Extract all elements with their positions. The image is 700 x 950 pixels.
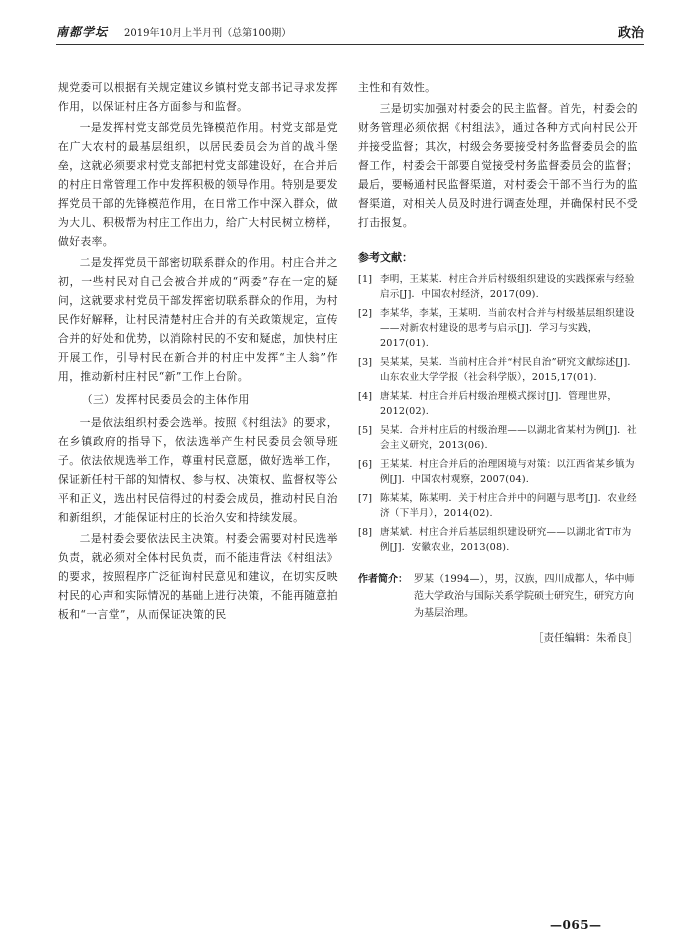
body-paragraph: 一是发挥村党支部党员先锋模范作用。村党支部是党在广大农村的最基层组织，以居民委员会为首的战斗堡垒，这就必须要求村党支部把村党支部建设好，在合并后的村庄日常管理工作中发挥积极的领导作用。特别是要发挥党员干部的先锋模范作用，在日常工作中深入群众，做为大儿、积极帮为村庄工作出力，给广大村民树立榜样，做好表率。 [58,121,338,248]
subheading: （三）发挥村民委员会的主体作用 [81,393,250,406]
reference-number: [6] [358,459,373,470]
page-header [56,20,644,42]
reference-item [358,457,638,487]
header-rule [56,44,644,45]
references-list [358,272,638,555]
reference-number: [2] [358,308,373,319]
section-label: 政治 [617,26,644,41]
left-column [58,78,338,626]
right-column [358,78,638,645]
reference-number: [5] [358,425,373,436]
reference-text: 李明，王某某．村庄合并后村级组织建设的实践探索与经验启示[J]．中国农村经济，2017(09). [380,274,635,300]
reference-number: [3] [358,357,373,368]
reference-text: 陈某某，陈某明．关于村庄合并中的问题与思考[J]．农业经济（下半月），2014(02). [380,493,637,519]
reference-text: 吴某某，吴某．当前村庄合并“村民自治”研究文献综述[J]．山东农业大学学报（社会科学版），2015,17(01). [380,357,638,383]
reference-item [358,355,638,385]
reference-item [358,389,638,419]
body-paragraph: 二是发挥党员干部密切联系群众的作用。村庄合并之初，一些村民对自己会被合并成的“两委”存在一定的疑问，这就要求村党员干部发挥密切联系群众的作用，为村民作好解释，让村民清楚村庄合并的有关政策规定，宣传合并的好处和优势，以消除村民的不安和疑虑，加快村庄开展工作，引导村民在新合并的村庄中发挥“主人翁”作用，推动新村庄村民“新”工作上台阶。 [58,256,338,383]
reference-text: 唐某斌．村庄合并后基层组织建设研究——以湖北省T市为例[J]．安徽农业，2013(08). [380,527,632,553]
reference-number: [7] [358,493,373,504]
reference-text: 吴某．合并村庄后的村级治理——以湖北省某村为例[J]．社会主义研究，2013(06). [380,425,637,451]
reference-item [358,272,638,302]
author-text: 罗某（1994—），男，汉族，四川成都人，华中师范大学政治与国际关系学院硕士研究生，研究方向为基层治理。 [414,574,635,619]
author-label: 作者简介： [358,574,408,585]
reference-number: [8] [358,527,373,538]
body-paragraph: 二是村委会要依法民主决策。村委会需要对村民选举负责，就必须对全体村民负责，而不能违背法《村组法》的要求，按照程序广泛征询村民意见和建议，在切实反映村民的心声和实际情况的基础上进行决策，不能再随意拍板和“一言堂”，从而保证决策的民 [58,532,338,621]
responsible-editor: ［责任编辑：朱希良］ [533,632,638,644]
reference-text: 唐某某．村庄合并后村级治理模式探讨[J]．管理世界，2012(02). [380,391,618,417]
reference-number: [4] [358,391,373,402]
body-paragraph: 三是切实加强对村委会的民主监督。首先，村委会的财务管理必须依据《村组法》，通过各种方式向村民公开并接受监督；其次，村级会务要接受村务监督委员会的监督工作，村委会干部要自觉接受村务监督委员会的监督；最后，要畅通村民监督渠道，对村委会干部不当行为的监督渠道，对相关人员及时进行调查处理，并确保村民不受打击报复。 [358,102,638,229]
reference-item [358,423,638,453]
body-paragraph: 规党委可以根据有关规定建议乡镇村党支部书记寻求发挥作用，以保证村庄各方面参与和监督。 [58,81,338,113]
page-number: —065— [550,918,602,932]
body-paragraph: 一是依法组织村委会选举。按照《村组法》的要求，在乡镇政府的指导下，依法选举产生村民委员会领导班子。依法依规选举工作，尊重村民意愿，做好选举工作，保证新任村干部的知情权、参与权、决策权、监督权等公平和正义，选出村民信得过的村委会成员，推动村民自治和新组织，才能保证村庄的长治久安和持续发展。 [58,416,338,524]
reference-text: 王某某．村庄合并后的治理困境与对策：以江西省某乡镇为例[J]．中国农村观察，2007(04). [380,459,635,485]
journal-name: 南都学坛 [56,25,109,39]
issue-info: 2019年10月上半月刊（总第100期） [124,28,292,39]
reference-text: 李某华，李某，王某明．当前农村合并与村级基层组织建设——对新农村建设的思考与启示[J]．学习与实践，2017(01). [380,308,635,349]
references-title: 参考文献： [358,251,413,264]
author-bio [358,571,638,622]
reference-number: [1] [358,274,373,285]
reference-item [358,491,638,521]
body-paragraph: 主性和有效性。 [358,81,437,94]
reference-item [358,306,638,351]
reference-item [358,525,638,555]
